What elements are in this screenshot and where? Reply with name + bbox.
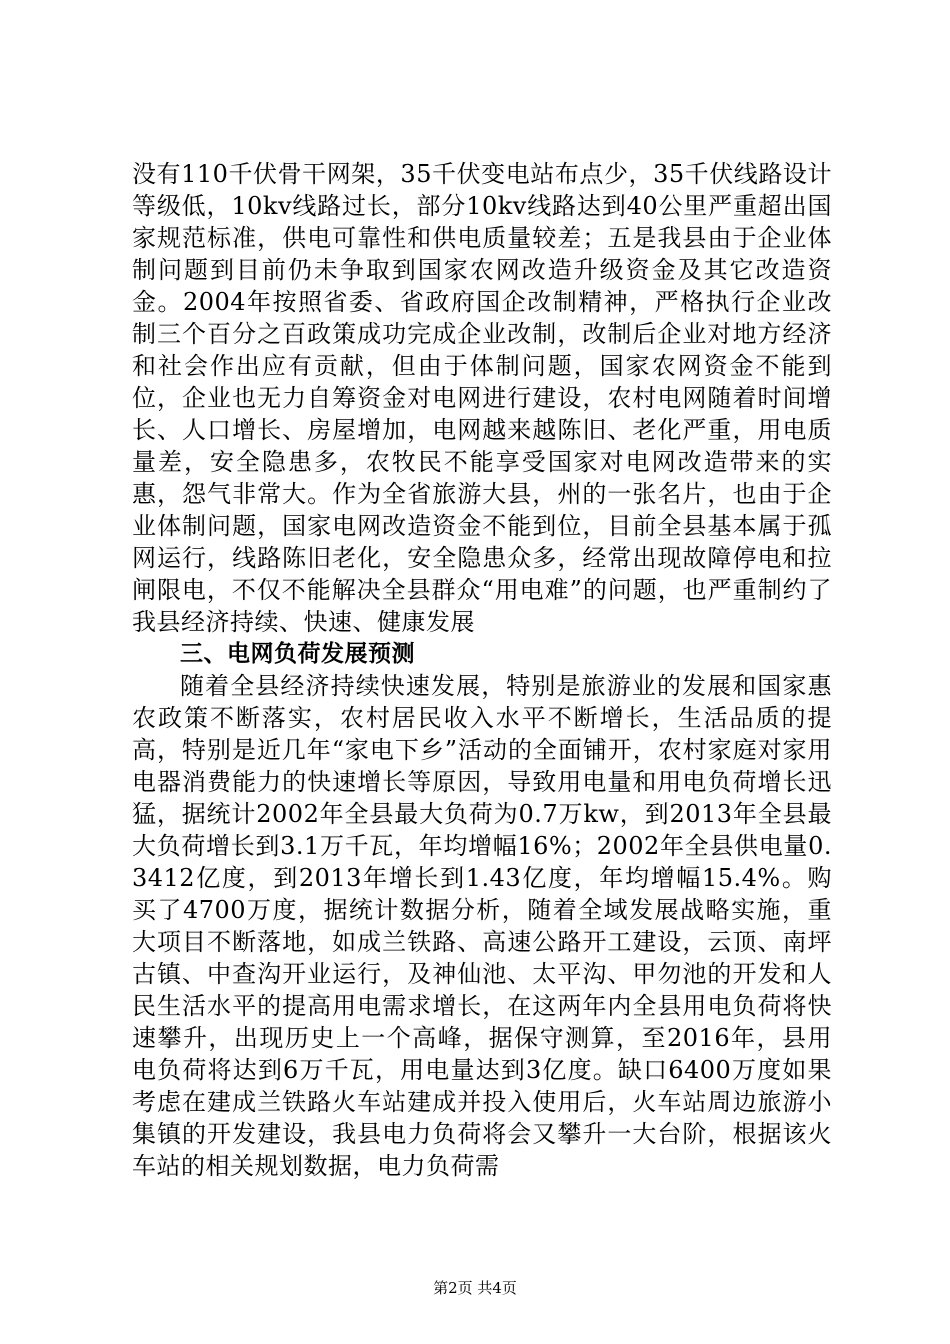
section-heading: 三、电网负荷发展预测 [180, 641, 415, 667]
paragraph-load-forecast: 随着全县经济持续快速发展，特别是旅游业的发展和国家惠农政策不断落实，农村居民收入水平不断增长，生活品质的提高，特别是近几年“家电下乡”活动的全面铺开，农村家庭对家用电器消费能力的快速增长等原因，导致用电量和用电负荷增长迅猛，据统计2002年全县最大负荷为0.7万kw，到2013年全县最大负荷增长到3.1万千瓦，年均增幅16%；2002年全县供电量0.3412亿度，到2013年增长到1.43亿度，年均增幅15.4%。购买了4700万度，据统计数据分析，随着全域发展战略实施，重大项目不断落地，如成兰铁路、高速公路开工建设，云顶、南坪古镇、中查沟开业运行，及神仙池、太平沟、甲勿池的开发和人民生活水平的提高用电需求增长，在这两年内全县用电负荷将快速攀升，出现历史上一个高峰，据保守测算，至2016年，县用电负荷将达到6万千瓦，用电量达到3亿度。缺口6400万度如果考虑在建成兰铁路火车站建成并投入使用后，火车站周边旅游小集镇的开发建设，我县电力负荷将会又攀升一大台阶，根据该火车站的相关规划数据，电力负荷需 [132, 672, 832, 1180]
document-body [132, 158, 832, 1182]
page-footer: 第2页 共4页 [433, 1279, 517, 1297]
paragraph-continuation: 没有110千伏骨干网架，35千伏变电站布点少，35千伏线路设计等级低，10kv线路过长，部分10kv线路达到40公里严重超出国家规范标准，供电可靠性和供电质量较差；五是我县由于企业体制问题到目前仍未争取到国家农网改造升级资金及其它改造资金。2004年按照省委、省政府国企改制精神，严格执行企业改制三个百分之百政策成功完成企业改制，改制后企业对地方经济和社会作出应有贡献，但由于体制问题，国家农网资金不能到位，企业也无力自筹资金对电网进行建设，农村电网随着时间增长、人口增长、房屋增加，电网越来越陈旧、老化严重，用电质量差，安全隐患多，农牧民不能享受国家对电网改造带来的实惠，怨气非常大。作为全省旅游大县，州的一张名片，也由于企业体制问题，国家电网改造资金不能到位，目前全县基本属于孤网运行，线路陈旧老化，安全隐患众多，经常出现故障停电和拉闸限电，不仅不能解决全县群众“用电难”的问题，也严重制约了我县经济持续、快速、健康发展 [132, 160, 832, 636]
